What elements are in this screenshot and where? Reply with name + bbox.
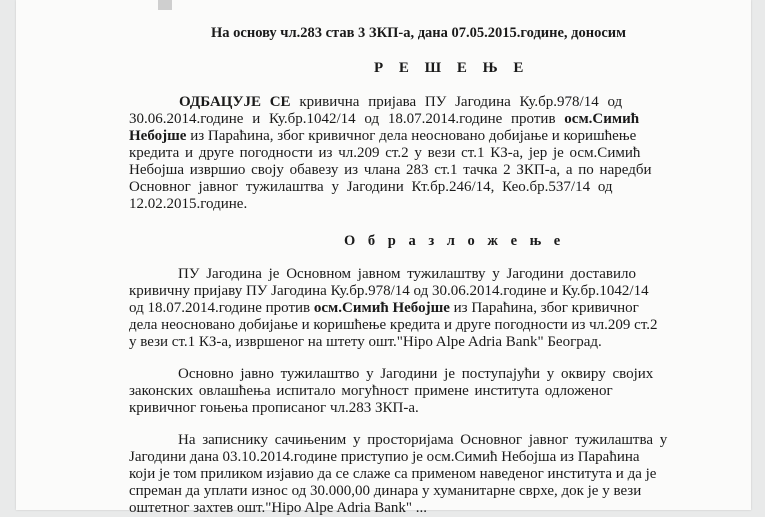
para1-line-3-bold: осм.Симић Небојше [313,300,450,316]
para1-line-5: у вези ст.1 КЗ-а, извршеног на штету ошт."Hipo Alpe Adria Bank" Београд. [129,334,602,350]
document-subtitle: О б р а з л о ж е њ е [344,233,565,249]
para2-line-3: кривичног гоњења прописаног чл.283 ЗКП-а. [129,400,419,416]
decision-line-2 [129,111,639,128]
decision-line-3-bold: Небојше [129,128,187,144]
decision-line-1 [129,94,629,111]
decision-line-2-bold: осм.Симић [564,111,640,127]
para2-line-2: законских овлашћења испитало могућност примене института одложеног [129,383,613,399]
para1-line-3-text-b: из Параћина, због кривичног [453,300,639,316]
para1-line-3 [129,300,639,317]
para3-line-3: који је том приликом изјавио да се слаже са применом наведеног института и да је [129,466,657,482]
para2-line-1: Основно јавно тужилаштво у Јагодини је поступајући у оквиру својих [178,366,654,382]
para1-line-1: ПУ Јагодина је Основном јавном тужилаштву у Јагодини доставило [178,266,637,282]
decision-line-5: Небојша извршио своју обавезу из члана 283 ст.1 тачка 2 ЗКП-а, а по наредби [129,162,652,178]
decision-line-7: 12.02.2015.године. [129,196,248,212]
decision-line-6: Основног јавног тужилаштва у Јагодини Кт.бр.246/14, Кео.бр.537/14 од [129,179,613,195]
decision-line-3 [129,128,636,145]
para3-line-4: спреман да уплати износ од 30.000,00 динара у хуманитарне сврхе, док је у вези [129,483,642,499]
para1-line-2: кривичну пријаву ПУ Јагодина Ку.бр.978/14 од 30.06.2014.године и Ку.бр.1042/14 [129,283,649,299]
decision-line-1-text: кривична пријава ПУ Јагодина Ку.бр.978/14 од [299,94,623,110]
para1-line-4: дела неосновано добијање и коришћење кредита и друге погодности из чл.209 ст.2 [129,317,658,333]
para3-line-2: Јагодини дана 03.10.2014.године приступио је осм.Симић Небојша из Параћина [129,449,640,465]
decision-line-2-text: 30.06.2014.године и Ку.бр.1042/14 од 18.07.2014.године против [129,111,556,127]
decision-line-3-text: из Параћина, због кривичног дела неосновано добијање и коришћење [190,128,637,144]
decision-line-4: кредита и друге погодности из чл.209 ст.2 у вези ст.1 КЗ-а, јер је осм.Симић [129,145,641,161]
document-header: На основу чл.283 став 3 ЗКП-а, дана 07.05.2015.године, доносим [211,25,627,41]
para3-line-1: На записнику сачињеним у просторијама Основног јавног тужилаштва у [178,432,668,448]
document-title: Р Е Ш Е Њ Е [374,60,530,76]
para3-line-5: оштетног захтев ошт."Hipo Alpe Adria Bank" ... [129,500,428,516]
para1-line-3-text-a: од 18.07.2014.године против [129,300,311,316]
scan-artifact [158,0,172,10]
document-page [16,0,751,516]
decision-lead: ОДБАЦУЈЕ СЕ [179,94,291,110]
